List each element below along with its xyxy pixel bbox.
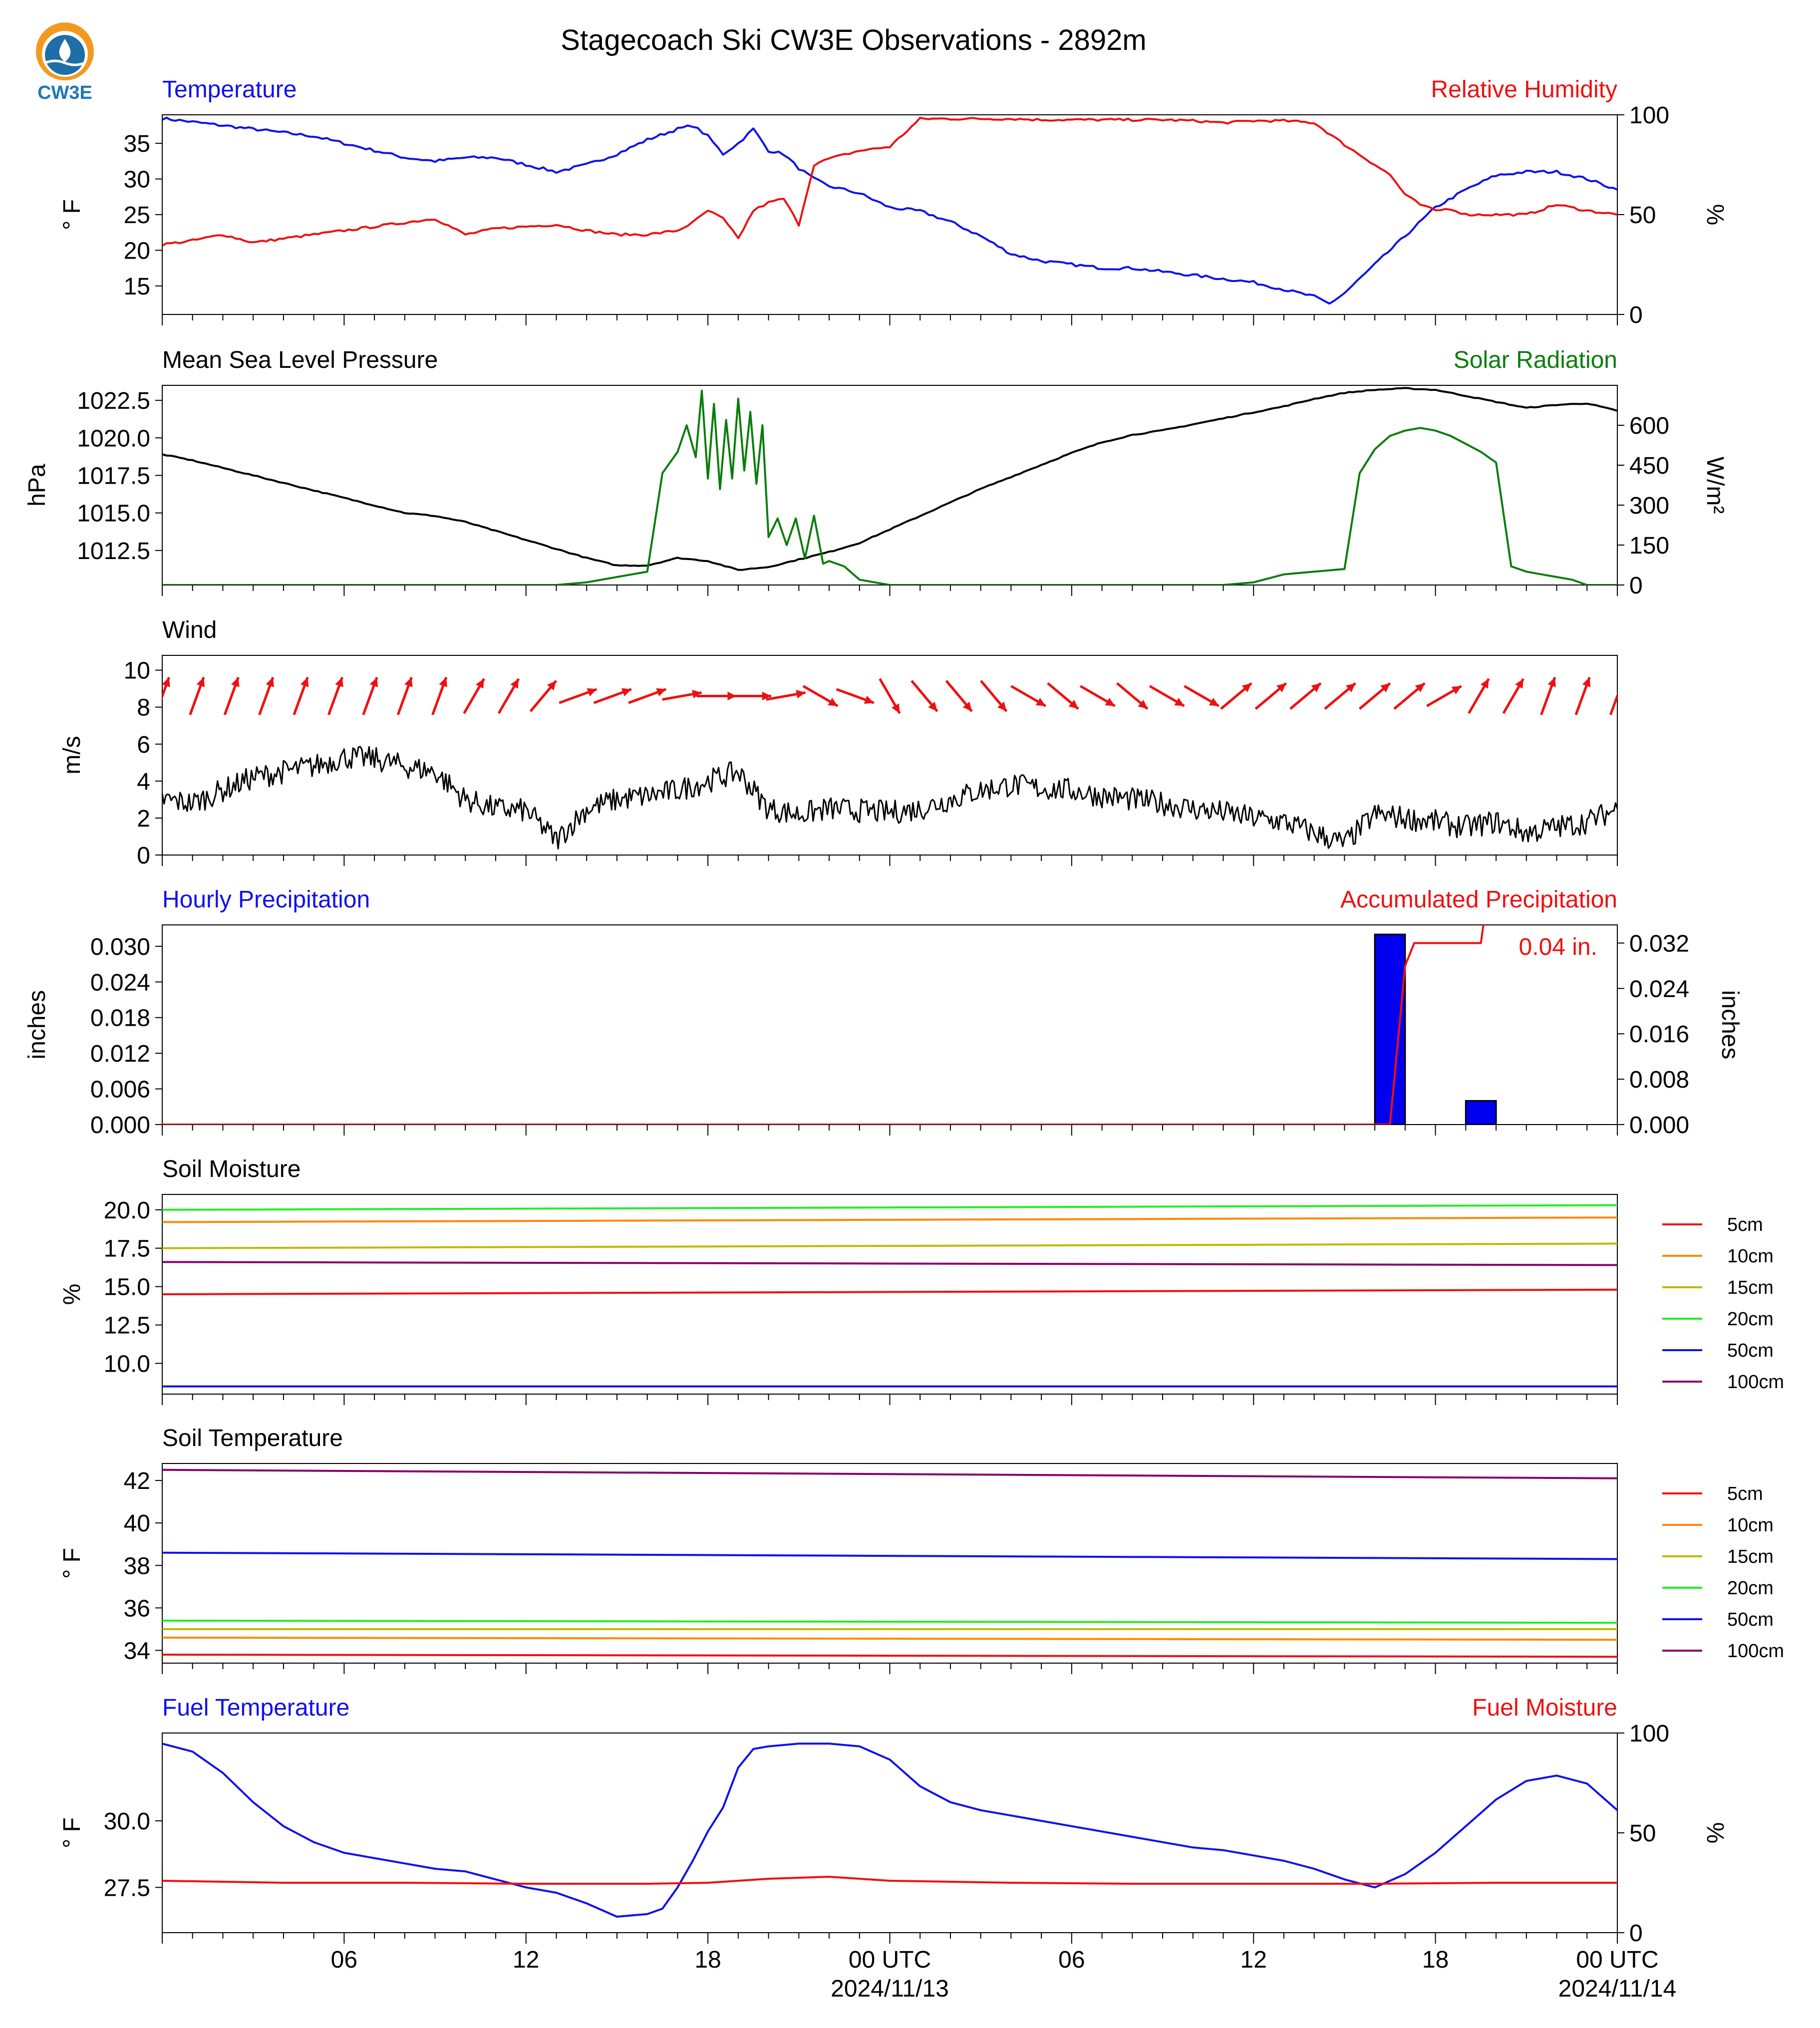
wind-arrow [946,681,972,711]
series-line [162,1655,1617,1657]
y-tick-label-right: 0.008 [1629,1067,1690,1094]
y-tick-label-left: 30 [123,166,150,193]
wind-arrow [1150,686,1184,706]
panel-title-left: Hourly Precipitation [162,886,370,913]
wind-arrow [499,679,519,713]
y-tick-label-left: 1015.0 [77,500,150,527]
y-tick-label-left: 27.5 [103,1875,150,1902]
wind-arrow [766,690,806,699]
wind-arrow [1255,683,1286,709]
y-axis-label-right: % [1702,204,1728,226]
wind-arrow [1360,683,1390,709]
series-line [162,1621,1617,1623]
wind-arrow [1080,686,1115,706]
legend-label: 10cm [1727,1246,1774,1267]
y-tick-label-left: 0.012 [90,1041,150,1068]
y-tick-label-right: 50 [1629,202,1656,229]
panel-title-left: Fuel Temperature [162,1695,350,1721]
wind-arrow [628,688,666,703]
series-group [162,388,1617,585]
series-group [162,1470,1617,1657]
y-tick-label-left: 17.5 [103,1235,150,1262]
wind-arrow [1048,683,1078,709]
series-line [162,747,1617,849]
series-line [162,1743,1617,1917]
y-tick-label-left: 20 [123,238,150,265]
series-group [162,1205,1617,1387]
y-tick-label-left: 30.0 [103,1808,150,1835]
panel-soil_moisture [59,1156,1784,1405]
panel-wind [59,617,1625,869]
plot-frame [162,655,1617,855]
panel-title-right: Solar Radiation [1453,347,1617,373]
wind-arrow [1469,679,1489,713]
x-tick-label: 00 UTC [1576,1947,1659,1973]
x-tick-label: 12 [513,1947,540,1973]
wind-arrow [1394,683,1425,709]
y-tick-label-left: 1022.5 [77,388,150,415]
y-axis-label-left: m/s [59,736,85,775]
panel-title-right: Fuel Moisture [1472,1695,1617,1721]
y-tick-label-left: 4 [137,768,150,795]
wind-arrow [803,686,838,706]
y-tick-label-left: 8 [137,694,150,721]
panel-title-left: Wind [162,617,217,643]
y-axis-label-left: inches [24,990,50,1060]
legend-label: 50cm [1727,1609,1774,1630]
y-axis-label-right: inches [1717,990,1743,1060]
y-tick-label-right: 0.032 [1629,930,1690,957]
series-line [162,1638,1617,1640]
x-tick-label: 06 [1058,1947,1085,1973]
y-tick-label-left: 15.0 [103,1274,150,1301]
panel-temp_rh [59,76,1728,328]
series-group [162,1743,1617,1917]
panel-title-left: Soil Temperature [162,1425,343,1451]
wind-arrow [1290,683,1321,709]
legend-label: 5cm [1727,1483,1763,1504]
y-axis-label-left: hPa [24,464,50,507]
y-axis-label-left: ° F [59,1817,85,1848]
plot-frame [162,1733,1617,1933]
y-tick-label-left: 38 [123,1553,150,1580]
y-tick-label-left: 12.5 [103,1312,150,1339]
y-tick-label-left: 42 [123,1468,150,1495]
series-line [162,388,1617,570]
series-group [162,920,1617,1125]
wind-arrow [1117,683,1148,709]
y-tick-label-left: 15 [123,273,150,300]
wind-arrow [398,677,412,715]
plot-frame [162,1463,1617,1663]
panel-title-left: Mean Sea Level Pressure [162,347,438,373]
series-line [162,1262,1617,1265]
wind-arrow [464,679,484,713]
wind-arrow [696,692,736,700]
panel-soil_temp [59,1425,1784,1674]
plot-frame [162,385,1617,585]
y-tick-label-right: 0 [1629,1920,1643,1947]
wind-arrow [1011,686,1045,706]
logo-text: CW3E [37,82,92,103]
series-line [162,1290,1617,1294]
legend-label: 20cm [1727,1578,1774,1599]
series-line [162,118,1617,303]
x-tick-label: 18 [1422,1947,1449,1973]
legend-label: 100cm [1727,1372,1785,1393]
legend [1662,1214,1784,1393]
legend-label: 50cm [1727,1340,1774,1361]
series-line [162,1244,1617,1248]
y-tick-label-right: 100 [1629,1721,1670,1747]
panel-title-right: Relative Humidity [1431,76,1617,103]
series-group [155,677,1625,849]
x-tick-label: 06 [330,1947,358,1973]
y-tick-label-right: 0.000 [1629,1112,1690,1139]
y-tick-label-right: 450 [1629,453,1670,479]
y-tick-label-left: 20.0 [103,1197,150,1224]
wind-arrow [1504,679,1523,713]
y-tick-label-left: 1012.5 [77,538,150,565]
cw3e-logo [27,19,102,104]
panel-precip [24,886,1743,1139]
x-date-label: 2024/11/14 [1558,1976,1677,2002]
y-tick-label-right: 0 [1629,573,1643,599]
wind-arrow [1185,686,1219,706]
y-tick-label-left: 34 [123,1638,150,1665]
y-tick-label-left: 25 [123,202,150,229]
y-tick-label-right: 100 [1629,102,1670,129]
wind-arrow [328,677,343,715]
y-tick-label-left: 0.024 [90,969,150,996]
wind-arrow [1541,677,1556,715]
plot-frame [162,115,1617,314]
wind-arrow [1325,683,1355,709]
y-tick-label-left: 0.030 [90,933,150,960]
legend [1662,1483,1784,1662]
panel-title-right: Accumulated Precipitation [1340,886,1617,913]
y-axis-label-left: ° F [59,199,85,230]
y-tick-label-right: 50 [1629,1820,1656,1847]
wind-arrow [1576,677,1590,715]
y-tick-label-right: 0.016 [1629,1021,1690,1048]
panel-title-left: Soil Moisture [162,1156,301,1182]
y-tick-label-left: 40 [123,1510,150,1537]
panel-title-left: Temperature [162,76,297,103]
precip-bar [1466,1101,1496,1125]
wind-arrow [911,681,937,711]
wind-arrow [559,688,597,703]
legend-label: 20cm [1727,1309,1774,1330]
y-tick-label-right: 300 [1629,493,1670,519]
panel-fuel [59,1695,1728,1947]
series-line [162,1553,1617,1559]
y-axis-label-left: % [59,1283,85,1305]
wind-arrow [731,692,771,700]
wind-arrow [155,677,170,715]
y-tick-label-left: 0 [137,843,150,869]
y-tick-label-left: 1020.0 [77,425,150,452]
wind-arrow [190,677,205,715]
y-tick-label-right: 0 [1629,302,1643,328]
series-line [162,1470,1617,1478]
legend-label: 100cm [1727,1641,1785,1662]
y-axis-label-right: W/m² [1702,456,1728,514]
y-axis-label-left: ° F [59,1548,85,1579]
series-line [162,1217,1617,1222]
y-tick-label-left: 10.0 [103,1351,150,1378]
wind-arrow [837,689,874,704]
legend-label: 15cm [1727,1546,1774,1567]
y-tick-label-left: 0.018 [90,1005,150,1032]
y-tick-label-right: 0.024 [1629,976,1690,1003]
wind-arrow [531,681,556,711]
y-tick-label-left: 1017.5 [77,463,150,490]
panel-pressure_solar [24,347,1728,599]
y-tick-label-right: 150 [1629,533,1670,559]
x-tick-label: 18 [694,1947,721,1973]
wind-arrow [260,677,274,715]
y-tick-label-left: 10 [123,657,150,684]
wind-arrow [981,681,1006,711]
x-tick-label: 00 UTC [848,1947,931,1973]
wind-arrow [880,679,900,713]
wind-arrow [225,677,239,715]
figure-title: Stagecoach Ski CW3E Observations - 2892m [561,24,1147,56]
wind-arrow [1427,686,1461,706]
y-axis-label-right: % [1702,1822,1728,1844]
wind-arrow [294,677,308,715]
y-tick-label-left: 35 [123,131,150,158]
legend-label: 5cm [1727,1214,1763,1235]
series-line [162,118,1617,246]
series-line [162,391,1617,585]
wind-arrow [433,677,447,715]
legend-label: 15cm [1727,1277,1774,1298]
y-tick-label-left: 0.006 [90,1076,150,1103]
y-tick-label-right: 600 [1629,413,1670,439]
precip-bar [1375,934,1405,1125]
wind-arrow [363,677,378,715]
precip-total-label: 0.04 in. [1518,934,1597,960]
x-date-label: 2024/11/13 [831,1976,949,2002]
y-tick-label-left: 36 [123,1595,150,1622]
wind-arrow [594,688,631,703]
wind-arrow [1610,677,1625,715]
x-tick-label: 12 [1240,1947,1267,1973]
y-tick-label-left: 0.000 [90,1112,150,1139]
wind-arrow [662,690,702,699]
series-group [162,118,1617,303]
wind-arrow [1221,683,1251,709]
series-line [162,1205,1617,1210]
legend-label: 10cm [1727,1515,1774,1536]
y-tick-label-left: 6 [137,731,150,758]
y-tick-label-left: 2 [137,805,150,832]
